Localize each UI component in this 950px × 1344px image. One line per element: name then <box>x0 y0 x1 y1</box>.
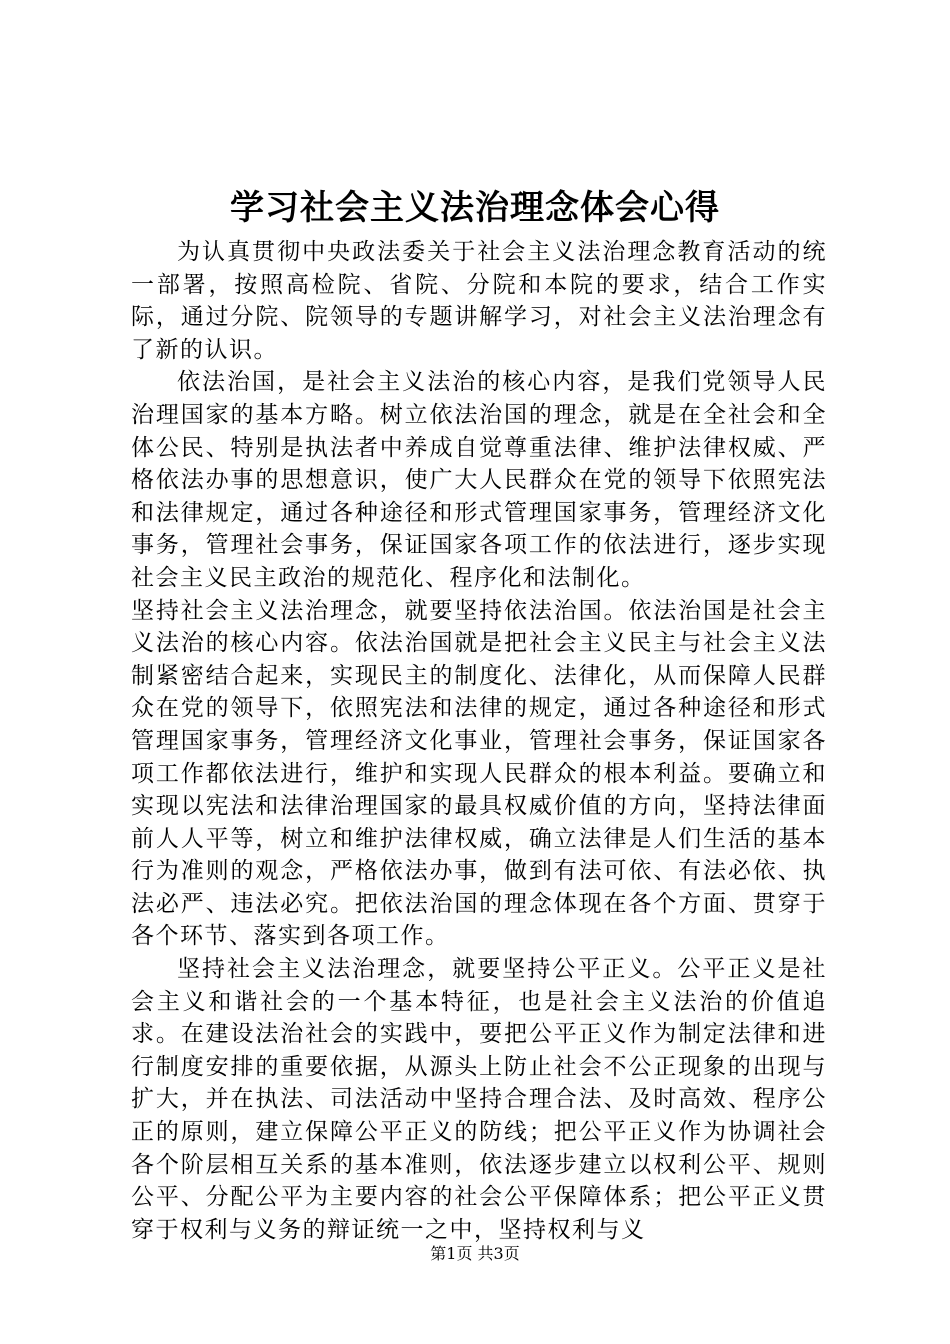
paragraph-fairness-justice: 坚持社会主义法治理念，就要坚持公平正义。公平正义是社会主义和谐社会的一个基本特征，也是社会主义法治的价值追求。在建设法治社会的实践中，要把公平正义作为制定法律和进行制度安排的重要依据，从源头上防止社会不公正现象的出现与扩大，并在执法、司法活动中坚持合理合法、及时高效、程序公正的原则，建立保障公平正义的防线；把公平正义作为协调社会各个阶层相互关系的基本准则，依法逐步建立以权利公平、规则公平、分配公平为主要内容的社会公平保障体系；把公平正义贯穿于权利与义务的辩证统一之中，坚持权利与义 <box>131 956 827 1243</box>
document-body <box>131 236 827 1246</box>
paragraph-rule-of-law: 依法治国，是社会主义法治的核心内容，是我们党领导人民治理国家的基本方略。树立依法治国的理念，就是在全社会和全体公民、特别是执法者中养成自觉尊重法律、维护法律权威、严格依法办事的思想意识，使广大人民群众在党的领导下依照宪法和法律规定，通过各种途径和形式管理国家事务，管理经济文化事务，管理社会事务，保证国家各项工作的依法进行，逐步实现社会主义民主政治的规范化、程序化和法制化。 <box>131 369 827 591</box>
paragraph-uphold-rule-of-law: 坚持社会主义法治理念，就要坚持依法治国。依法治国是社会主义法治的核心内容。依法治国就是把社会主义民主与社会主义法制紧密结合起来，实现民主的制度化、法律化，从而保障人民群众在党的领导下，依照宪法和法律的规定，通过各种途径和形式管理国家事务，管理经济文化事业，管理社会事务，保证国家各项工作都依法进行，维护和实现人民群众的根本利益。要确立和实现以宪法和法律治理国家的最具权威价值的方向，坚持法律面前人人平等，树立和维护法律权威，确立法律是人们生活的基本行为准则的观念，严格依法办事，做到有法可依、有法必依、执法必严、违法必究。把依法治国的理念体现在各个方面、贯穿于各个环节、落实到各项工作。 <box>131 597 827 950</box>
page-number-footer: 第1页 共3页 <box>430 1244 520 1263</box>
document-title: 学习社会主义法治理念体会心得 <box>230 188 720 228</box>
paragraph-intro: 为认真贯彻中央政法委关于社会主义法治理念教育活动的统一部署，按照高检院、省院、分院和本院的要求，结合工作实际，通过分院、院领导的专题讲解学习，对社会主义法治理念有了新的认识。 <box>131 239 827 363</box>
